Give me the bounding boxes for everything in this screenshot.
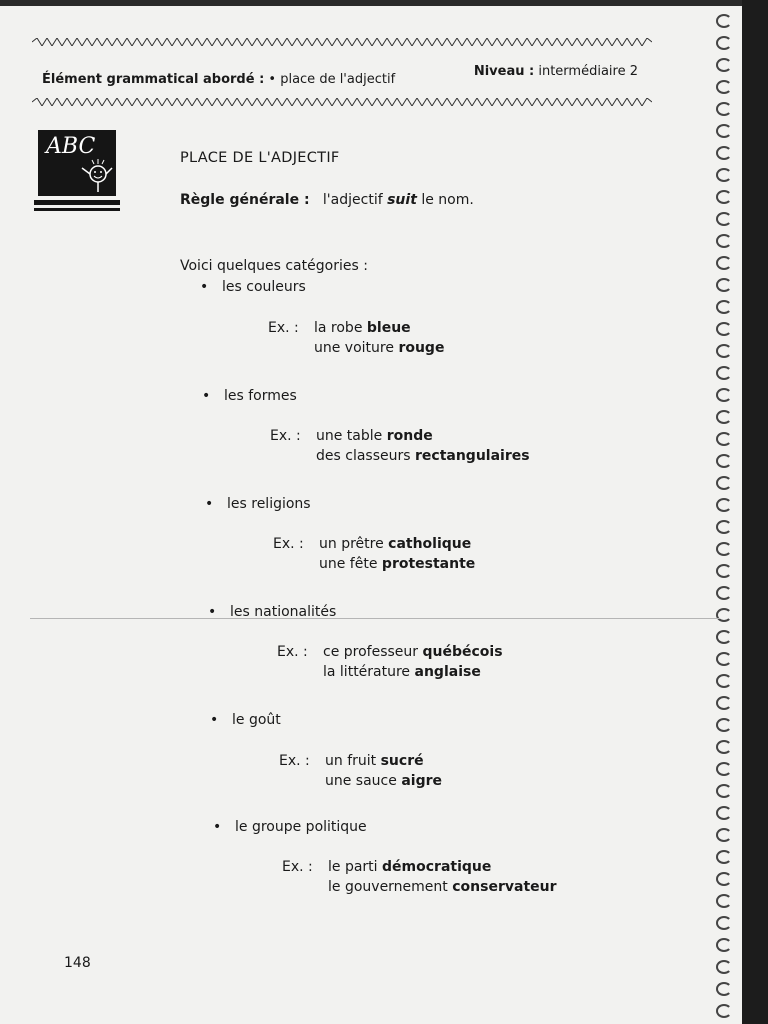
binding-hole [716, 190, 732, 204]
binding-hole [716, 58, 732, 72]
binding-hole [716, 740, 732, 754]
binding-hole [716, 784, 732, 798]
binding-hole [716, 322, 732, 336]
example-label: Ex. : [270, 428, 301, 444]
example-2-adjective: rouge [398, 340, 445, 356]
example-1-adjective: catholique [388, 536, 472, 552]
example-1-text: un fruit [325, 753, 377, 769]
example-label: Ex. : [282, 859, 313, 875]
example-block [268, 320, 444, 356]
binding-hole [716, 806, 732, 820]
binding-hole [716, 894, 732, 908]
smiley-icon [38, 130, 116, 196]
category-item [205, 496, 311, 512]
binding-hole [716, 366, 732, 380]
example-2-text: une voiture [314, 340, 394, 356]
example-block [270, 428, 530, 464]
binding-hole [716, 982, 732, 996]
binding-hole [716, 344, 732, 358]
example-1-text: ce professeur [323, 644, 419, 660]
binding-hole [716, 630, 732, 644]
example-1-text: la robe [314, 320, 363, 336]
binding-hole [716, 520, 732, 534]
category-item [202, 388, 297, 404]
category-name: les religions [227, 496, 311, 512]
binding-hole [716, 234, 732, 248]
example-2-text: des classeurs [316, 448, 411, 464]
bullet: • [210, 712, 219, 728]
example-2-adjective: conservateur [452, 879, 557, 895]
abc-chalkboard-logo [34, 130, 120, 212]
example-1-text: un prêtre [319, 536, 384, 552]
example-2-text: une fête [319, 556, 378, 572]
binding-hole [716, 476, 732, 490]
page-top-edge [0, 0, 768, 6]
example-2 [273, 556, 475, 572]
general-rule-label: Règle générale : [180, 192, 310, 208]
level [474, 64, 638, 79]
binding-hole [716, 828, 732, 842]
category-name: les formes [224, 388, 297, 404]
binding-hole [716, 674, 732, 688]
example-2 [282, 879, 557, 895]
example-1-adjective: ronde [386, 428, 433, 444]
example-1-text: une table [316, 428, 383, 444]
example-label: Ex. : [277, 644, 308, 660]
grammar-element-value: • place de l'adjectif [268, 72, 396, 87]
example-label: Ex. : [273, 536, 304, 552]
binding-hole [716, 388, 732, 402]
binding-hole [716, 872, 732, 886]
category-item [210, 712, 281, 728]
category-item [200, 279, 306, 295]
header-box [32, 38, 652, 106]
example-1-adjective: bleue [366, 320, 411, 336]
binding-hole [716, 212, 732, 226]
binding-hole [716, 850, 732, 864]
binding-strip [742, 0, 768, 1024]
binding-hole [716, 938, 732, 952]
binding-hole [716, 256, 732, 270]
bullet: • [202, 388, 211, 404]
grammar-element [42, 72, 395, 87]
bullet: • [200, 279, 209, 295]
example-2-adjective: rectangulaires [415, 448, 530, 464]
example-1-text: le parti [328, 859, 378, 875]
general-rule-after: le nom. [421, 192, 474, 208]
bullet: • [208, 604, 217, 620]
chalkboard [38, 130, 116, 196]
general-rule [180, 192, 474, 208]
example-block [282, 859, 557, 895]
category-name: le goût [232, 712, 281, 728]
example-1-adjective: québécois [422, 644, 503, 660]
binding-hole [716, 124, 732, 138]
example-label: Ex. : [279, 753, 310, 769]
binding-hole [716, 916, 732, 930]
wavy-border-bottom [32, 98, 652, 106]
chalkboard-text: ABC [46, 134, 96, 159]
category-name: les nationalités [230, 604, 337, 620]
grammar-element-label: Élément grammatical abordé : [42, 72, 265, 87]
binding-hole [716, 696, 732, 710]
binding-hole [716, 300, 732, 314]
example-1-adjective: sucré [380, 753, 424, 769]
binding-hole [716, 1004, 732, 1018]
level-value: intermédiaire 2 [538, 64, 638, 79]
level-label: Niveau : [473, 64, 535, 79]
example-block [273, 536, 475, 572]
bullet: • [213, 819, 222, 835]
binding-hole [716, 762, 732, 776]
example-2 [277, 664, 503, 680]
category-item [208, 604, 336, 620]
binding-hole [716, 960, 732, 974]
binding-hole [716, 102, 732, 116]
example-2-adjective: aigre [401, 773, 442, 789]
general-rule-emphasis: suit [387, 192, 417, 208]
page-title: PLACE DE L'ADJECTIF [180, 150, 340, 166]
categories-intro: Voici quelques catégories : [180, 258, 368, 274]
binding-hole [716, 278, 732, 292]
binding-hole [716, 432, 732, 446]
chalkboard-ledge [34, 200, 120, 205]
example-block [279, 753, 442, 789]
binding-hole [716, 36, 732, 50]
example-label: Ex. : [268, 320, 299, 336]
page-number: 148 [64, 955, 91, 971]
spiral-binding [706, 0, 768, 1024]
binding-hole [716, 608, 732, 622]
example-2 [270, 448, 530, 464]
example-2 [268, 340, 444, 356]
example-block [277, 644, 503, 680]
example-2-adjective: anglaise [414, 664, 481, 680]
binding-hole [716, 80, 732, 94]
binding-hole [716, 498, 732, 512]
binding-hole [716, 652, 732, 666]
scan-line [30, 618, 720, 619]
binding-hole [716, 718, 732, 732]
binding-hole [716, 564, 732, 578]
example-2-adjective: protestante [381, 556, 476, 572]
example-2-text: une sauce [325, 773, 397, 789]
category-item [213, 819, 367, 835]
binding-hole [716, 146, 732, 160]
binding-hole [716, 168, 732, 182]
binding-hole [716, 542, 732, 556]
example-2-text: la littérature [323, 664, 411, 680]
binding-hole [716, 410, 732, 424]
category-name: les couleurs [222, 279, 306, 295]
binding-hole [716, 586, 732, 600]
example-1-adjective: démocratique [382, 859, 492, 875]
example-2 [279, 773, 442, 789]
binding-hole [716, 14, 732, 28]
bullet: • [205, 496, 214, 512]
example-2-text: le gouvernement [328, 879, 448, 895]
category-name: le groupe politique [235, 819, 367, 835]
chalkboard-ledge-lower [34, 208, 120, 211]
binding-hole [716, 454, 732, 468]
general-rule-before: l'adjectif [322, 192, 383, 208]
wavy-border-top [32, 38, 652, 46]
